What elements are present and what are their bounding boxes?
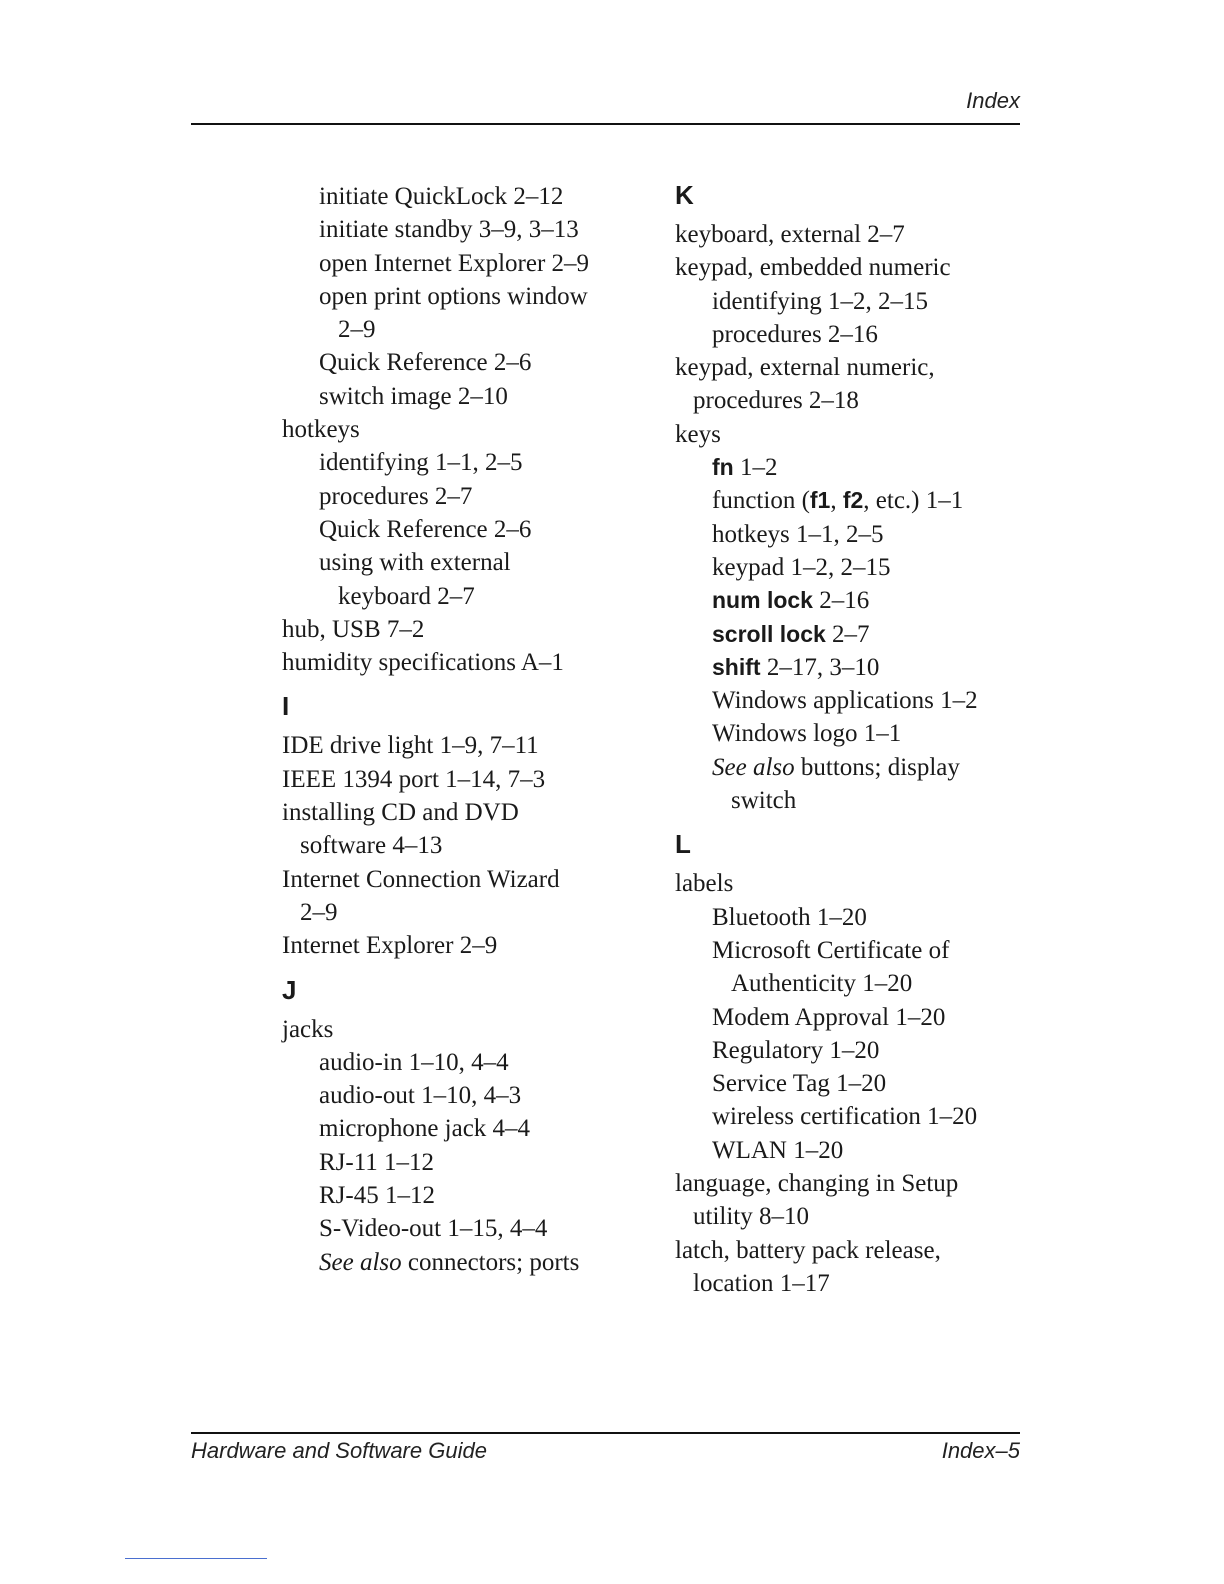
index-entry: Regulatory 1–20 (712, 1036, 880, 1064)
scan-edge-line (125, 1558, 267, 1559)
entry-text: , (830, 487, 843, 515)
index-entry: Windows applications 1–2 (712, 687, 978, 715)
index-entry: Quick Reference 2–6 (319, 515, 532, 543)
index-entry-continuation: 2–9 (338, 316, 376, 344)
index-entry: identifying 1–1, 2–5 (319, 449, 523, 477)
running-header: Index (966, 88, 1020, 113)
index-entry: switch image 2–10 (319, 382, 508, 410)
index-entry: Modem Approval 1–20 (712, 1003, 946, 1031)
index-entry (675, 584, 1035, 617)
key-name: f1 (809, 487, 831, 514)
index-entry (675, 618, 1035, 651)
index-column-left (282, 180, 642, 1279)
index-entry: wireless certification 1–20 (712, 1103, 978, 1131)
index-entry: WLAN 1–20 (712, 1136, 844, 1164)
index-entry: initiate standby 3–9, 3–13 (319, 216, 579, 244)
index-entry: Quick Reference 2–6 (319, 349, 532, 377)
footer-rule (191, 1432, 1020, 1434)
key-name: fn (712, 454, 734, 481)
index-entry: procedures 2–16 (712, 320, 878, 348)
index-entry: keypad, external numeric, (675, 354, 935, 382)
see-also-targets: buttons; display (794, 753, 960, 781)
index-entry: Bluetooth 1–20 (712, 903, 867, 931)
section-letter-k: K (675, 180, 694, 210)
index-entry: keypad 1–2, 2–15 (712, 553, 891, 581)
footer-guide-title: Hardware and Software Guide (191, 1438, 487, 1463)
page-refs: 2–7 (825, 620, 870, 648)
index-entry: S-Video-out 1–15, 4–4 (319, 1215, 548, 1243)
index-entry: jacks (282, 1015, 334, 1043)
index-entry-continuation: location 1–17 (693, 1269, 830, 1297)
index-entry: open Internet Explorer 2–9 (319, 249, 590, 277)
index-entry: open print options window (319, 282, 588, 310)
index-entry: keypad, embedded numeric (675, 254, 951, 282)
index-entry (675, 484, 1035, 517)
footer-page-number: Index–5 (941, 1438, 1020, 1463)
index-entry: labels (675, 870, 734, 898)
index-entry-continuation: procedures 2–18 (693, 387, 859, 415)
index-entry (675, 651, 1035, 684)
index-entry: hotkeys (282, 416, 360, 444)
see-also-targets: connectors; ports (401, 1248, 580, 1276)
index-entry: humidity specifications A–1 (282, 649, 564, 677)
see-also-label: See also (319, 1248, 402, 1276)
index-entry: Microsoft Certificate of (712, 936, 950, 964)
section-letter-l: L (675, 829, 691, 860)
index-entry: hotkeys 1–1, 2–5 (712, 520, 884, 548)
index-entry-continuation: Authenticity 1–20 (731, 970, 913, 998)
entry-text: function ( (712, 487, 810, 515)
index-entry-see-also (675, 751, 1035, 784)
index-entry-continuation: switch (731, 787, 797, 815)
see-also-label: See also (712, 753, 795, 781)
header-rule (191, 123, 1020, 125)
index-entry: RJ-11 1–12 (319, 1148, 435, 1176)
index-entry: microphone jack 4–4 (319, 1115, 531, 1143)
index-entry: Internet Connection Wizard (282, 865, 560, 893)
index-entry: language, changing in Setup (675, 1170, 959, 1198)
index-entry: RJ-45 1–12 (319, 1182, 435, 1210)
index-entry: using with external (319, 549, 511, 577)
index-entry: latch, battery pack release, (675, 1236, 941, 1264)
section-letter-j: J (282, 974, 297, 1005)
index-entry: keyboard, external 2–7 (675, 221, 905, 248)
index-entry: Windows logo 1–1 (712, 720, 902, 748)
index-entry-continuation: utility 8–10 (693, 1203, 809, 1231)
index-entry-continuation: software 4–13 (300, 832, 443, 860)
index-entry: Service Tag 1–20 (712, 1070, 887, 1098)
index-entry-continuation: keyboard 2–7 (338, 582, 475, 610)
index-entry: procedures 2–7 (319, 482, 473, 510)
index-entry: keys (675, 420, 721, 448)
key-name: shift (712, 653, 761, 680)
page-refs: 2–17, 3–10 (760, 653, 880, 681)
index-entry: IEEE 1394 port 1–14, 7–3 (282, 765, 546, 793)
index-entry: Internet Explorer 2–9 (282, 932, 498, 960)
index-entry-continuation: 2–9 (300, 898, 338, 926)
index-entry: audio-in 1–10, 4–4 (319, 1048, 509, 1076)
key-name: num lock (712, 587, 813, 614)
index-entry: identifying 1–2, 2–15 (712, 287, 928, 315)
index-entry: hub, USB 7–2 (282, 615, 425, 643)
page-refs: 1–2 (733, 454, 778, 482)
index-entry: installing CD and DVD (282, 799, 519, 827)
index-entry-see-also (282, 1246, 642, 1279)
page-refs: 2–16 (812, 587, 870, 615)
index-column-right (675, 172, 1035, 1300)
key-name: scroll lock (712, 620, 826, 647)
key-name: f2 (842, 487, 864, 514)
index-entry: initiate QuickLock 2–12 (319, 183, 564, 210)
index-entry (675, 451, 1035, 484)
section-letter-i: I (282, 691, 290, 722)
index-entry: audio-out 1–10, 4–3 (319, 1082, 522, 1110)
entry-text: , etc.) 1–1 (863, 487, 964, 515)
index-entry: IDE drive light 1–9, 7–11 (282, 732, 539, 760)
